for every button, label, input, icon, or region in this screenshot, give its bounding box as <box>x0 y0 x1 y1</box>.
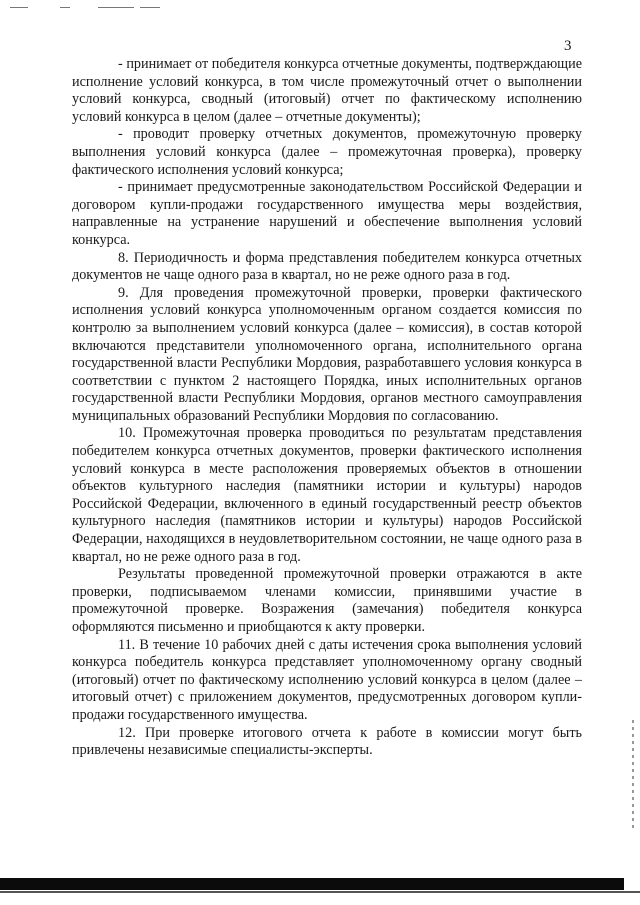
paragraph-takes-measures: - принимает предусмотренные законодательством Российской Федерации и договором купли-продажи государственного имущества меры воздействия, направленные на устранение нарушений и обеспечение выполнения условий конкурса. <box>72 179 582 248</box>
scan-edge-artifact <box>632 720 634 830</box>
page-number: 3 <box>564 38 572 54</box>
paragraph-conducts-check: - проводит проверку отчетных документов, промежуточную проверку выполнения условий конкурса (далее – промежуточная проверка), проверку фактического исполнения условий конкурса; <box>72 126 582 178</box>
paragraph-item-8: 8. Периодичность и форма представления победителем конкурса отчетных документов не чаще одного раза в квартал, но не реже одного раза в год. <box>72 249 582 284</box>
paragraph-item-9: 9. Для проведения промежуточной проверки, проверки фактического исполнения условий конкурса уполномоченным органом создается комиссия по контролю за выполнением условий конкурса (далее – комиссия), в состав которой включаются представители уполномоченного органа, исполнительного органа государственной власти Республики Мордовия, разработавшего условия конкурса в соответствии с пунктом 2 настоящего Порядка, иных исполнительных органов государственной власти Республики Мордовия, органов местного самоуправления муниципальных образований Республики Мордовия по согласованию. <box>72 284 582 424</box>
paragraph-item-11: 11. В течение 10 рабочих дней с даты истечения срока выполнения условий конкурса победитель конкурса представляет уполномоченному органу сводный (итоговый) отчет по фактическому исполнению условий конкурса в целом (далее – итоговый отчет) с приложением документов, предусмотренных договором купли-продажи государственного имущества. <box>72 636 582 723</box>
scan-bottom-line <box>0 891 640 893</box>
paragraph-accepts-reports: - принимает от победителя конкурса отчетные документы, подтверждающие исполнение условий конкурса, в том числе промежуточный отчет о выполнении условий конкурса, сводный (итоговый) отчет по фактическому исполнению условий конкурса в целом (далее – отчетные документы); <box>72 56 582 125</box>
document-body <box>72 56 582 760</box>
scan-artifact-marks <box>0 4 640 12</box>
scan-bottom-border <box>0 878 624 890</box>
paragraph-item-10: 10. Промежуточная проверка проводиться по результатам представления победителем конкурса отчетных документов, проверки фактического исполнения условий конкурса в месте расположения проверяемых объектов в отношении объектов культурного наследия (памятники истории и культуры) народов Российской Федерации, включенного в единый государственный реестр объектов культурного наследия (памятников истории и культуры) народов Российской Федерации, находящихся в неудовлетворительном состоянии, не чаще одного раза в квартал, но не реже одного раза в год. <box>72 425 582 565</box>
paragraph-check-results: Результаты проведенной промежуточной проверки отражаются в акте проверки, подписываемом членами комиссии, принявшими участие в промежуточной проверке. Возражения (замечания) победителя конкурса оформляются письменно и приобщаются к акту проверки. <box>72 566 582 635</box>
paragraph-item-12: 12. При проверке итогового отчета к работе в комиссии могут быть привлечены независимые специалисты-эксперты. <box>72 724 582 759</box>
